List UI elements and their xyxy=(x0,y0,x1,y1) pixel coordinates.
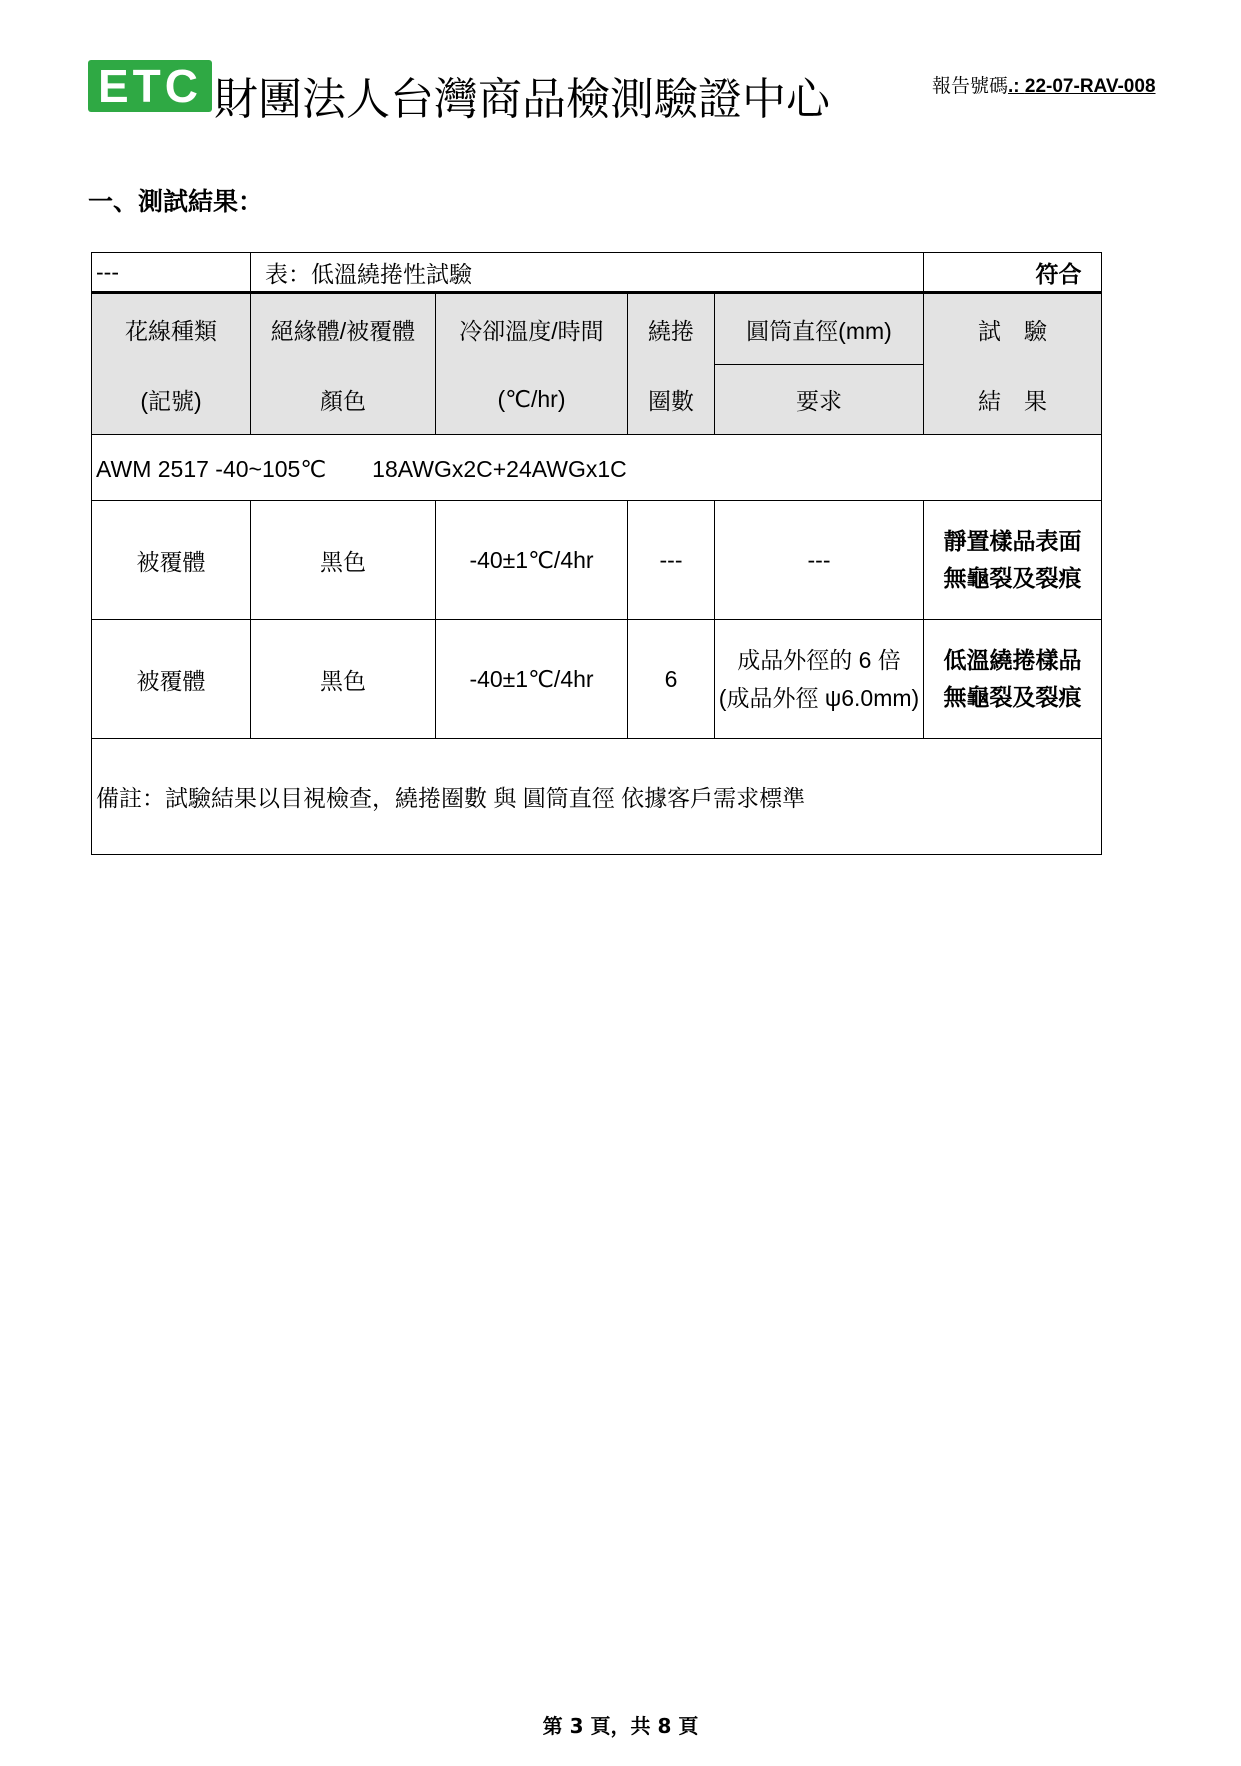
header-cell: 繞捲 xyxy=(628,293,715,365)
turns-cell: --- xyxy=(628,501,715,620)
header-row-1 xyxy=(92,293,1102,365)
result-line-1: 靜置樣品表面 xyxy=(943,528,1082,554)
header-cell: 花線種類 xyxy=(92,293,251,365)
requirement-line: --- xyxy=(807,546,831,573)
requirement-line-1: 成品外徑的 6 倍 xyxy=(737,647,901,673)
header-cell: 冷卻溫度/時間 xyxy=(436,293,628,365)
table-title-row xyxy=(92,253,1102,293)
header-cell: 顏色 xyxy=(251,365,436,435)
table-title: 表：低溫繞捲性試驗 xyxy=(251,253,924,293)
result-cell xyxy=(924,620,1102,739)
report-label: 報告號碼 xyxy=(932,76,1009,97)
header-cell: 要求 xyxy=(715,365,924,435)
table-top-left: --- xyxy=(92,253,251,293)
report-number-line xyxy=(932,71,1156,98)
header-cell: 圓筒直徑(mm) xyxy=(715,293,924,365)
color-cell: 黑色 xyxy=(251,501,436,620)
spec-row xyxy=(92,435,1102,501)
table-row xyxy=(92,501,1102,620)
requirement-cell xyxy=(715,501,924,620)
header-row-2 xyxy=(92,365,1102,435)
result-cell xyxy=(924,501,1102,620)
table-row xyxy=(92,620,1102,739)
note-cell: 備註：試驗結果以目視檢查，繞捲圈數 與 圓筒直徑 依據客戶需求標準 xyxy=(92,739,1102,855)
header-cell: 絕緣體/被覆體 xyxy=(251,293,436,365)
spec-cell: AWM 2517 -40~105℃ 18AWGx2C+24AWGx1C xyxy=(92,435,1102,501)
requirement-line-2: (成品外徑 ψ6.0mm) xyxy=(718,685,920,711)
test-result-table xyxy=(91,252,1102,855)
condition-cell: -40±1℃/4hr xyxy=(436,501,628,620)
result-line-2: 無龜裂及裂痕 xyxy=(943,565,1082,591)
header-cell: (℃/hr) xyxy=(436,365,628,435)
turns-cell: 6 xyxy=(628,620,715,739)
note-row xyxy=(92,739,1102,855)
part-cell: 被覆體 xyxy=(92,620,251,739)
header-cell: 試 驗 xyxy=(924,293,1102,365)
header-cell: (記號) xyxy=(92,365,251,435)
requirement-cell xyxy=(715,620,924,739)
result-line-2: 無龜裂及裂痕 xyxy=(943,684,1082,710)
part-cell: 被覆體 xyxy=(92,501,251,620)
table-verdict: 符合 xyxy=(1035,260,1082,287)
report-number: 22-07-RAV-008 xyxy=(1024,76,1156,97)
section-title: 一、測試結果： xyxy=(88,187,264,216)
color-cell: 黑色 xyxy=(251,620,436,739)
organization-name: 財團法人台灣商品檢測驗證中心 xyxy=(214,74,830,125)
report-number-sep: .: xyxy=(1008,76,1025,97)
header-cell: 結 果 xyxy=(924,365,1102,435)
header-cell: 圈數 xyxy=(628,365,715,435)
etc-logo: ETC xyxy=(88,60,212,112)
result-line-1: 低溫繞捲樣品 xyxy=(943,647,1082,673)
page-footer: 第 3 頁，共 8 頁 xyxy=(542,1714,699,1738)
condition-cell: -40±1℃/4hr xyxy=(436,620,628,739)
